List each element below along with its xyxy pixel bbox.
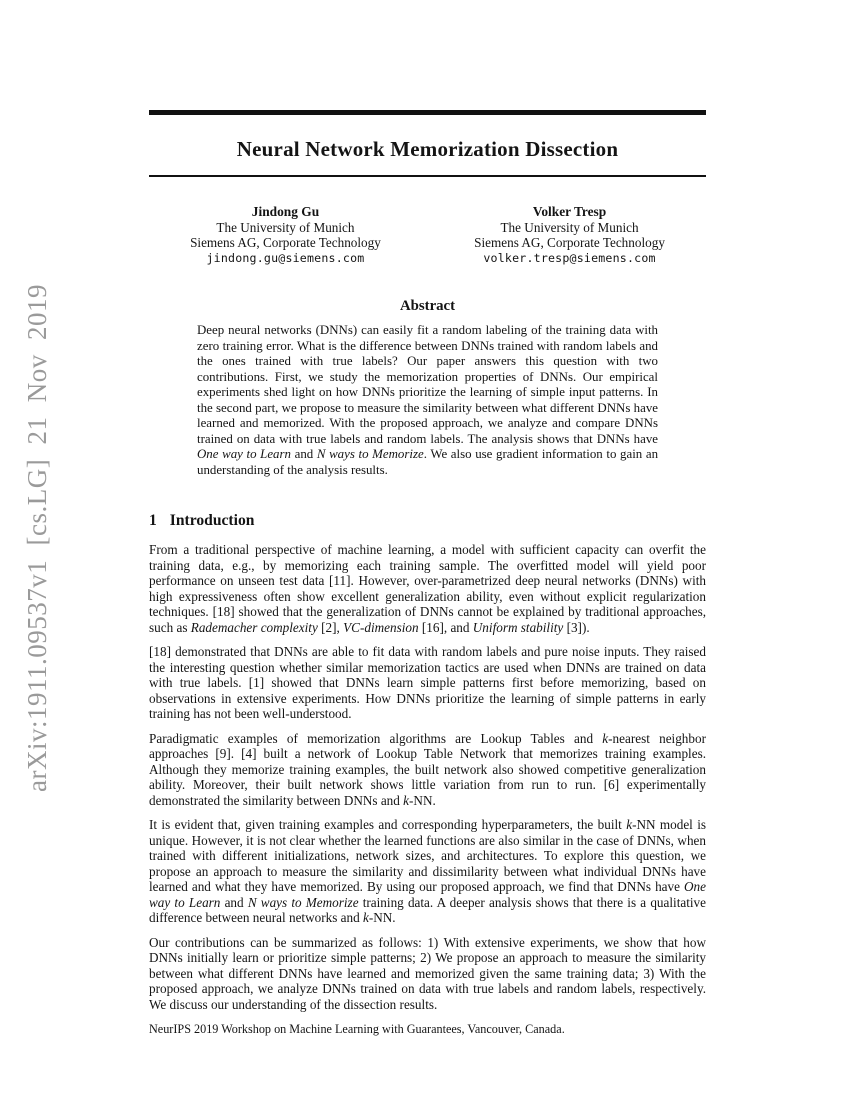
paper-page — [149, 0, 706, 1037]
author-name: Jindong Gu — [251, 204, 320, 219]
author-affiliation: Siemens AG, Corporate Technology — [474, 235, 665, 250]
author-block-volker-tresp — [433, 204, 706, 266]
author-affiliation: The University of Munich — [500, 219, 639, 235]
abstract-heading: Abstract — [399, 298, 456, 314]
venue-footnote: NeurIPS 2019 Workshop on Machine Learning with Guarantees, Vancouver, Canada. — [149, 1022, 565, 1036]
intro-paragraph-3: Paradigmatic examples of memorization algorithms are Lookup Tables and k-nearest neighbor approaches [9]. [4] built a network of Lookup Table Network that memorizes training examples. Although they memorize training examples, the built network also showed competitive generalization ability. Moreover, their built network shows little variation from run to run. [6] experimentally demonstrated the similarity between DNNs and k-NN. — [149, 730, 706, 808]
intro-paragraph-4: It is evident that, given training examples and corresponding hyperparameters, the built k-NN model is unique. However, it is not clear whether the learned functions are also similar in the case of DNNs, when trained with different initializations, network sizes, and architectures. To explore this question, we propose an approach to measure the similarity and dissimilarity between what individual DNNs have learned and what they have memorized. By using our proposed approach, we find that DNNs have One way to Learn and N ways to Memorize training data. A deeper analysis shows that there is a qualitative difference between neural networks and k-NN. — [149, 817, 706, 925]
section-title: Introduction — [169, 512, 255, 529]
authors-row — [149, 204, 706, 266]
section-heading-introduction — [149, 511, 706, 530]
author-email: volker.tresp@siemens.com — [483, 250, 656, 265]
intro-paragraph-1: From a traditional perspective of machine learning, a model with sufficient capacity can overfit the training data, e.g., by memorizing each training sample. The overfitted model will yield poor performance on unseen test data [11]. However, over-parametrized deep neural networks (DNNs) with high expressiveness often show excellent generalization ability, even without explicit regularization techniques. [18] showed that the generalization of DNNs cannot be explained by traditional approaches, such as Rademacher complexity [2], VC-dimension [16], and Uniform stability [3]). — [149, 542, 706, 635]
author-block-jindong-gu — [149, 204, 422, 266]
intro-paragraph-5: Our contributions can be summarized as follows: 1) With extensive experiments, we show that how DNNs initially learn or prioritize simple patterns; 2) We propose an approach to measure the similarity between what different DNNs have learned and memorized given the same training data; 3) With the proposed approach, we analyze DNNs trained on data with true labels and random labels, respectively. We discuss our understanding of the dissection results. — [149, 934, 706, 1012]
author-affiliation: The University of Munich — [216, 219, 355, 235]
title-rule — [149, 175, 706, 177]
paper-title: Neural Network Memorization Dissection — [236, 137, 619, 161]
author-name: Volker Tresp — [532, 204, 607, 219]
arxiv-watermark: arXiv:1911.09537v1 [cs.LG] 21 Nov 2019 — [22, 284, 52, 792]
section-number: 1 — [149, 512, 157, 529]
author-affiliation: Siemens AG, Corporate Technology — [190, 235, 381, 250]
top-rule — [149, 110, 706, 115]
abstract-text: Deep neural networks (DNNs) can easily fit a random labeling of the training data with zero training error. What is the difference between DNNs trained with random labels and the ones trained with true labels? Our paper answers this question with two contributions. First, we study the memorization properties of DNNs. Our empirical experiments shed light on how DNNs prioritize the learning of simple input patterns. In the second part, we propose to measure the similarity between what different DNNs have learned and memorized. With the proposed approach, we analyze and compare DNNs trained on data with true labels and random labels. The analysis shows that DNNs have One way to Learn and N ways to Memorize. We also use gradient information to gain an understanding of the analysis results. — [197, 323, 659, 477]
author-email: jindong.gu@siemens.com — [206, 250, 365, 265]
intro-paragraph-2: [18] demonstrated that DNNs are able to fit data with random labels and pure noise inputs. They raised the interesting question whether similar memorization tactics are used when DNNs are trained on data with true labels. [1] showed that DNNs learn simple patterns first before memorizing, based on observations in extensive experiments. How DNNs prioritize the learning of simple patterns in early training has not been well-understood. — [149, 644, 706, 721]
